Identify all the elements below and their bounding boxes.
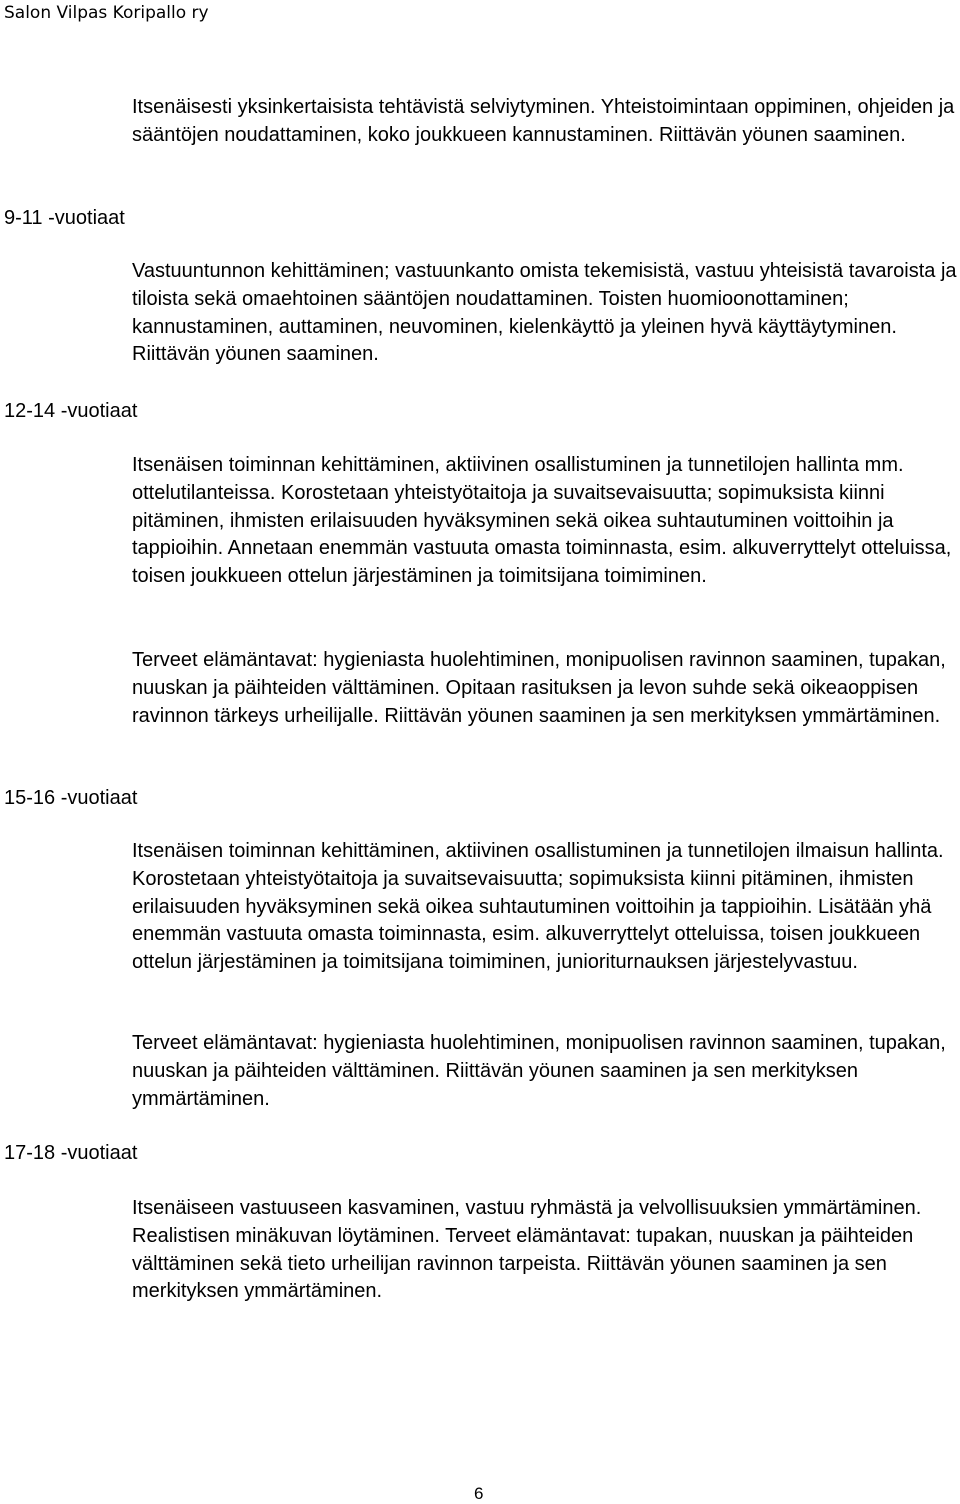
paragraph-15-16-development: Itsenäisen toiminnan kehittäminen, aktiivinen osallistuminen ja tunnetilojen hallinta mm. ottelutilanteissa. Korostetaan yhteistyötaitoja ja suvaitsevaisuutta; sopimuksista kiinni pitäminen, ihmisten erilaisuuden hyväksyminen sekä oikea suhtautuminen voittoihin ja tappioihin. Annetaan enemmän vastuuta omasta toiminnasta, esim. alkuverryttelyt otteluissa, toisen joukkueen ottelun järjestäminen ja toimitsijana toimiminen.	[132, 454, 952, 588]
page-number: 6	[474, 1484, 484, 1503]
age-group-label-17-18: 17-18 -vuotiaat	[4, 1142, 138, 1164]
document-header: Salon Vilpas Koripallo ry	[4, 3, 209, 23]
paragraph-12-14: Vastuuntunnon kehittäminen; vastuunkanto omista tekemisistä, vastuu yhteisistä tavaroista ja tiloista sekä omaehtoinen sääntöjen noudattaminen. Toisten huomioonottaminen; kannustaminen, auttaminen, neuvominen, kielenkäyttö ja yleinen hyvä käyttäytyminen. Riittävän yöunen saaminen.	[132, 260, 957, 366]
age-group-label-9-11: 9-11 -vuotiaat	[4, 207, 125, 229]
paragraph-15-16-lifestyle: Terveet elämäntavat: hygieniasta huolehtiminen, monipuolisen ravinnon saaminen, tupakan, nuuskan ja päihteiden välttäminen. Opitaan rasituksen ja levon suhde sekä oikeaoppisen ravinnon tärkeys urheilijalle. Riittävän yöunen saaminen ja sen merkityksen ymmärtäminen.	[132, 649, 946, 727]
paragraph-17-18-responsibility: Itsenäiseen vastuuseen kasvaminen, vastuu ryhmästä ja velvollisuuksien ymmärtäminen. Realistisen minäkuvan löytäminen. Terveet elämäntavat: tupakan, nuuskan ja päihteiden välttäminen sekä tieto urheilijan ravinnon tarpeista. Riittävän yöunen saaminen ja sen merkityksen ymmärtäminen.	[132, 1197, 922, 1303]
age-group-label-12-14: 12-14 -vuotiaat	[4, 400, 138, 422]
paragraph-17-18-lifestyle: Terveet elämäntavat: hygieniasta huolehtiminen, monipuolisen ravinnon saaminen, tupakan, nuuskan ja päihteiden välttäminen. Riittävän yöunen saaminen ja sen merkityksen ymmärtäminen.	[132, 1032, 946, 1110]
age-group-label-15-16: 15-16 -vuotiaat	[4, 787, 138, 809]
paragraph-9-11: Itsenäisesti yksinkertaisista tehtävistä selviytyminen. Yhteistoimintaan oppiminen, ohjeiden ja sääntöjen noudattaminen, koko joukkueen kannustaminen. Riittävän yöunen saaminen.	[132, 96, 955, 146]
paragraph-17-18-development: Itsenäisen toiminnan kehittäminen, aktiivinen osallistuminen ja tunnetilojen ilmaisun hallinta. Korostetaan yhteistyötaitoja ja suvaitsevaisuutta; sopimuksista kiinni pitäminen, ihmisten erilaisuuden hyväksyminen sekä oikea suhtautuminen voittoihin ja tappioihin. Lisätään yhä enemmän vastuuta omasta toiminnasta, esim. alkuverryttelyt otteluissa, toisen joukkueen ottelun järjestäminen ja toimitsijana toimiminen, junioriturnauksen järjestelyvastuu.	[132, 840, 944, 974]
